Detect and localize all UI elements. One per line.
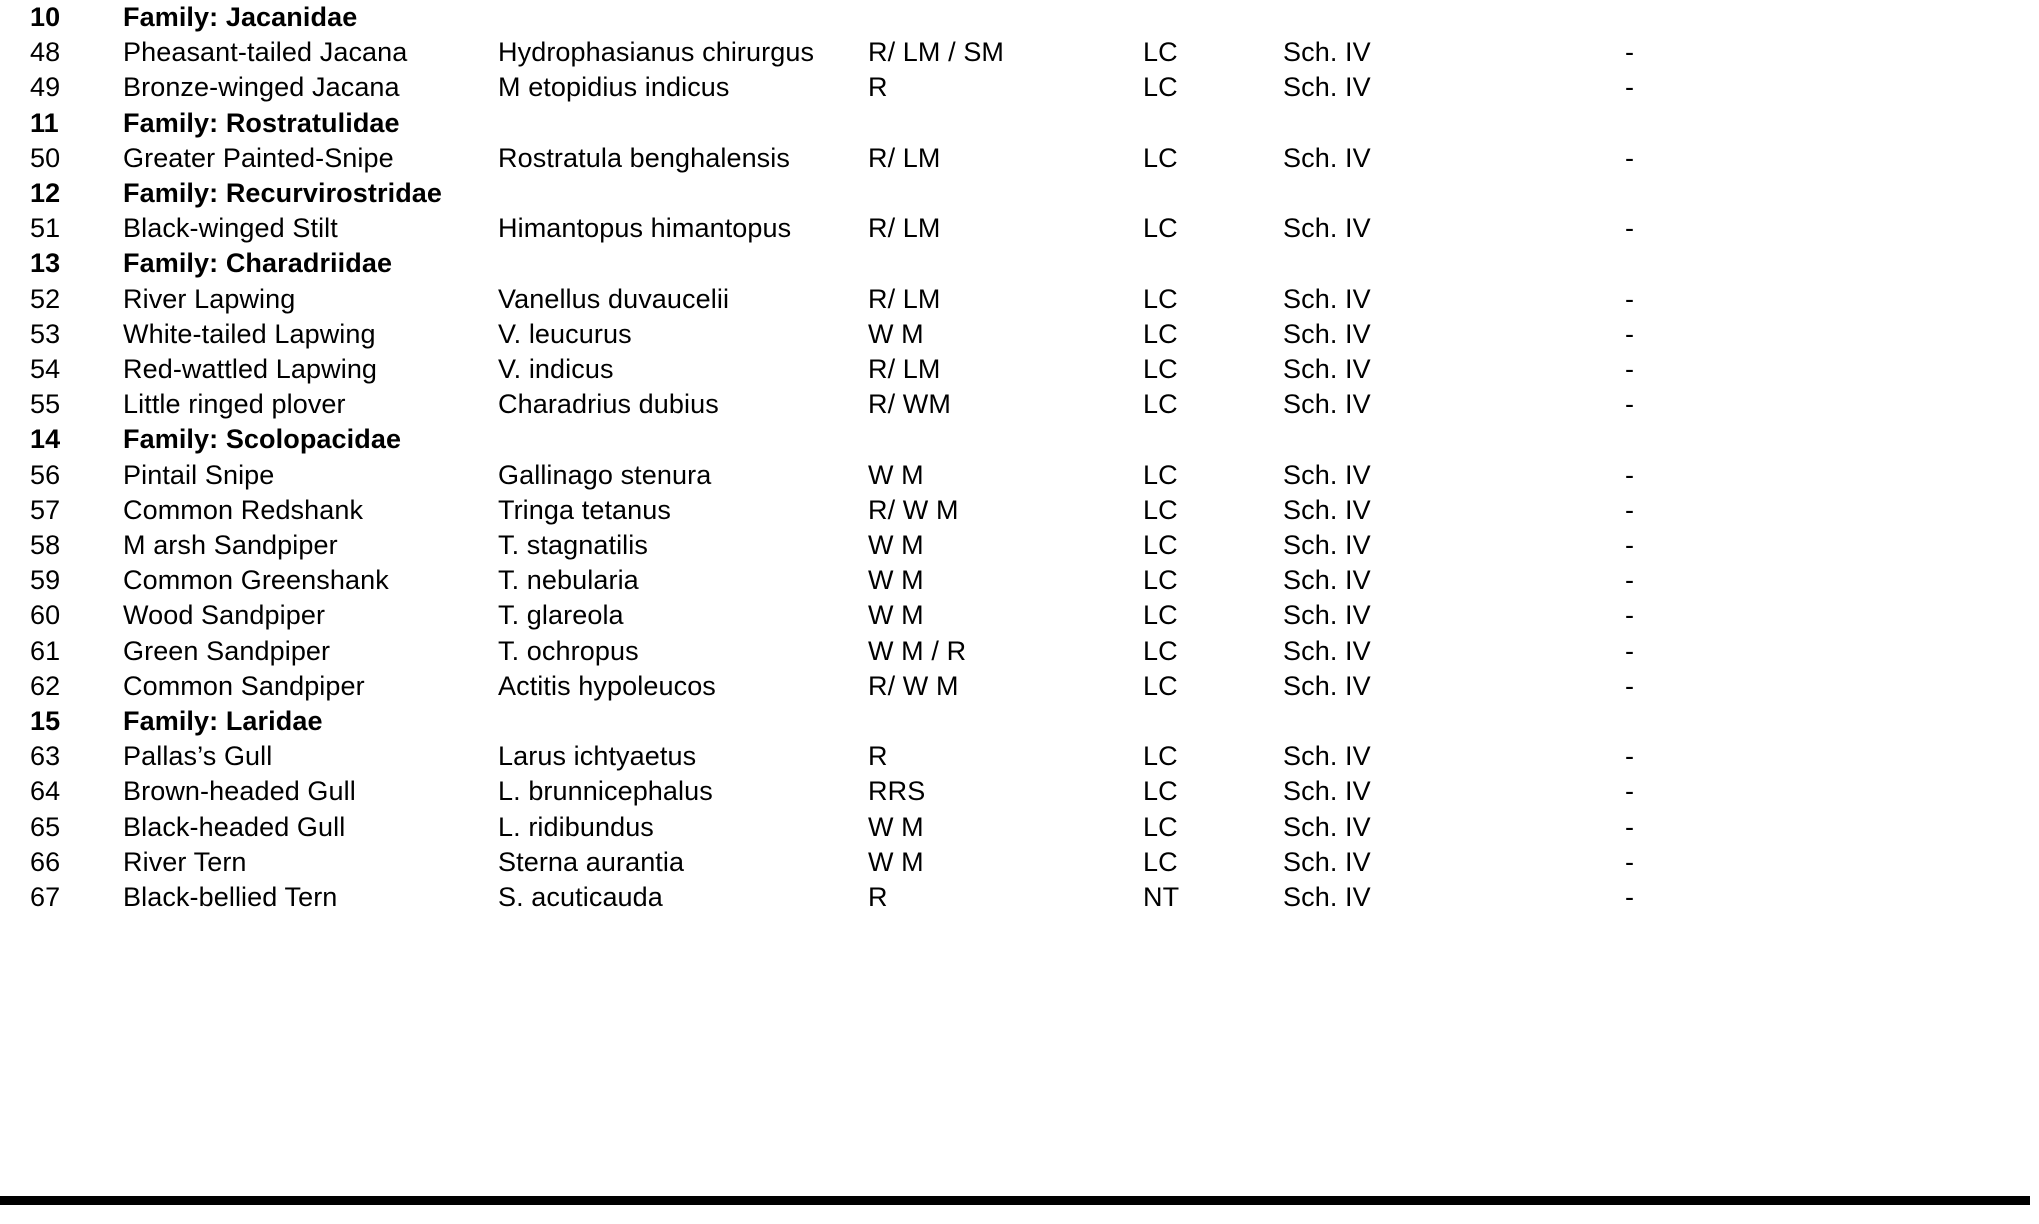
species-residential-status: R/ WM xyxy=(868,389,951,420)
species-cites-status: - xyxy=(1625,565,1635,596)
species-cites-status: - xyxy=(1625,811,1635,842)
family-number: 12 xyxy=(30,178,61,209)
species-scientific-name: L. brunnicephalus xyxy=(498,776,713,807)
species-wpa-schedule: Sch. IV xyxy=(1283,776,1371,807)
table-row xyxy=(0,528,2039,563)
species-residential-status: R xyxy=(868,882,888,913)
species-common-name: Pintail Snipe xyxy=(123,459,275,490)
species-scientific-name: Vanellus duvaucelii xyxy=(498,283,730,314)
species-scientific-name: Gallinago stenura xyxy=(498,459,712,490)
species-serial-number: 55 xyxy=(30,389,61,420)
species-residential-status: RRS xyxy=(868,776,926,807)
species-serial-number: 49 xyxy=(30,72,61,103)
species-wpa-schedule: Sch. IV xyxy=(1283,354,1371,385)
species-iucn-status: LC xyxy=(1143,846,1178,877)
species-wpa-schedule: Sch. IV xyxy=(1283,494,1371,525)
species-common-name: Green Sandpiper xyxy=(123,635,331,666)
species-serial-number: 59 xyxy=(30,565,61,596)
species-scientific-name: Actitis hypoleucos xyxy=(498,670,716,701)
species-scientific-name: M etopidius indicus xyxy=(498,72,730,103)
species-serial-number: 52 xyxy=(30,283,61,314)
species-residential-status: W M xyxy=(868,565,924,596)
species-common-name: Red-wattled Lapwing xyxy=(123,354,378,385)
species-cites-status: - xyxy=(1625,846,1635,877)
family-number: 10 xyxy=(30,2,61,32)
species-cites-status: - xyxy=(1625,882,1635,913)
species-scientific-name: V. indicus xyxy=(498,354,614,385)
species-serial-number: 58 xyxy=(30,530,61,561)
family-label: Family: Recurvirostridae xyxy=(123,178,443,209)
species-wpa-schedule: Sch. IV xyxy=(1283,389,1371,420)
species-common-name: Black-headed Gull xyxy=(123,811,346,842)
family-label: Family: Laridae xyxy=(123,706,323,737)
table-row xyxy=(0,70,2039,105)
species-scientific-name: T. stagnatilis xyxy=(498,530,648,561)
species-cites-status: - xyxy=(1625,459,1635,490)
species-residential-status: R/ W M xyxy=(868,670,959,701)
species-serial-number: 56 xyxy=(30,459,61,490)
species-residential-status: W M xyxy=(868,459,924,490)
species-cites-status: - xyxy=(1625,389,1635,420)
species-residential-status: R/ LM xyxy=(868,283,941,314)
table-row xyxy=(0,739,2039,774)
family-heading-row xyxy=(0,106,2039,141)
species-iucn-status: LC xyxy=(1143,494,1178,525)
species-serial-number: 63 xyxy=(30,741,61,772)
species-cites-status: - xyxy=(1625,283,1635,314)
species-residential-status: R/ LM xyxy=(868,354,941,385)
species-scientific-name: V. leucurus xyxy=(498,318,632,349)
species-iucn-status: LC xyxy=(1143,811,1178,842)
species-cites-status: - xyxy=(1625,600,1635,631)
species-serial-number: 48 xyxy=(30,37,61,68)
table-row xyxy=(0,282,2039,317)
species-iucn-status: LC xyxy=(1143,530,1178,561)
species-serial-number: 62 xyxy=(30,670,61,701)
species-wpa-schedule: Sch. IV xyxy=(1283,318,1371,349)
table-row xyxy=(0,634,2039,669)
family-number: 14 xyxy=(30,424,61,455)
table-row xyxy=(0,493,2039,528)
table-row xyxy=(0,387,2039,422)
species-wpa-schedule: Sch. IV xyxy=(1283,741,1371,772)
species-wpa-schedule: Sch. IV xyxy=(1283,811,1371,842)
species-iucn-status: LC xyxy=(1143,213,1178,244)
species-iucn-status: LC xyxy=(1143,670,1178,701)
species-scientific-name: Hydrophasianus chirurgus xyxy=(498,37,815,68)
species-cites-status: - xyxy=(1625,494,1635,525)
species-scientific-name: Charadrius dubius xyxy=(498,389,719,420)
species-cites-status: - xyxy=(1625,37,1635,68)
species-common-name: Black-winged Stilt xyxy=(123,213,338,244)
species-iucn-status: LC xyxy=(1143,72,1178,103)
table-row xyxy=(0,880,2039,915)
species-serial-number: 57 xyxy=(30,494,61,525)
species-serial-number: 51 xyxy=(30,213,61,244)
species-common-name: Pallas’s Gull xyxy=(123,741,273,772)
species-cites-status: - xyxy=(1625,776,1635,807)
species-scientific-name: Tringa tetanus xyxy=(498,494,671,525)
species-iucn-status: LC xyxy=(1143,741,1178,772)
species-scientific-name: T. ochropus xyxy=(498,635,639,666)
species-iucn-status: LC xyxy=(1143,635,1178,666)
species-common-name: M arsh Sandpiper xyxy=(123,530,338,561)
table-row xyxy=(0,563,2039,598)
species-serial-number: 60 xyxy=(30,600,61,631)
species-iucn-status: LC xyxy=(1143,389,1178,420)
species-wpa-schedule: Sch. IV xyxy=(1283,213,1371,244)
species-wpa-schedule: Sch. IV xyxy=(1283,635,1371,666)
species-residential-status: R xyxy=(868,72,888,103)
table-row xyxy=(0,845,2039,880)
species-iucn-status: LC xyxy=(1143,318,1178,349)
species-cites-status: - xyxy=(1625,354,1635,385)
species-residential-status: R xyxy=(868,741,888,772)
species-wpa-schedule: Sch. IV xyxy=(1283,600,1371,631)
species-wpa-schedule: Sch. IV xyxy=(1283,565,1371,596)
species-common-name: Pheasant-tailed Jacana xyxy=(123,37,408,68)
species-wpa-schedule: Sch. IV xyxy=(1283,72,1371,103)
species-iucn-status: LC xyxy=(1143,776,1178,807)
species-iucn-status: LC xyxy=(1143,459,1178,490)
species-wpa-schedule: Sch. IV xyxy=(1283,142,1371,173)
table-row xyxy=(0,317,2039,352)
species-wpa-schedule: Sch. IV xyxy=(1283,846,1371,877)
species-serial-number: 53 xyxy=(30,318,61,349)
species-common-name: Little ringed plover xyxy=(123,389,346,420)
table-row xyxy=(0,458,2039,493)
table-row xyxy=(0,35,2039,70)
species-iucn-status: NT xyxy=(1143,882,1180,913)
species-serial-number: 50 xyxy=(30,142,61,173)
family-label: Family: Charadriidae xyxy=(123,248,393,279)
species-serial-number: 54 xyxy=(30,354,61,385)
table-row xyxy=(0,774,2039,809)
species-common-name: River Tern xyxy=(123,846,247,877)
family-label: Family: Scolopacidae xyxy=(123,424,402,455)
species-residential-status: W M xyxy=(868,600,924,631)
species-scientific-name: Larus ichtyaetus xyxy=(498,741,697,772)
species-cites-status: - xyxy=(1625,72,1635,103)
family-heading-row xyxy=(0,176,2039,211)
family-number: 11 xyxy=(30,107,59,138)
species-residential-status: R/ W M xyxy=(868,494,959,525)
species-wpa-schedule: Sch. IV xyxy=(1283,283,1371,314)
table-row xyxy=(0,669,2039,704)
family-label: Family: Jacanidae xyxy=(123,2,358,32)
table-row xyxy=(0,598,2039,633)
species-cites-status: - xyxy=(1625,318,1635,349)
family-number: 13 xyxy=(30,248,61,279)
species-iucn-status: LC xyxy=(1143,600,1178,631)
table-row xyxy=(0,810,2039,845)
species-iucn-status: LC xyxy=(1143,354,1178,385)
table-row xyxy=(0,352,2039,387)
species-common-name: Greater Painted-Snipe xyxy=(123,142,394,173)
species-scientific-name: T. glareola xyxy=(498,600,624,631)
species-residential-status: R/ LM xyxy=(868,142,941,173)
species-iucn-status: LC xyxy=(1143,283,1178,314)
species-cites-status: - xyxy=(1625,213,1635,244)
species-scientific-name: Rostratula benghalensis xyxy=(498,142,790,173)
species-common-name: Black-bellied Tern xyxy=(123,882,338,913)
species-residential-status: W M xyxy=(868,530,924,561)
species-scientific-name: S. acuticauda xyxy=(498,882,663,913)
species-cites-status: - xyxy=(1625,142,1635,173)
species-cites-status: - xyxy=(1625,635,1635,666)
table-row xyxy=(0,141,2039,176)
species-serial-number: 67 xyxy=(30,882,61,913)
table-bottom-rule xyxy=(0,1196,2030,1205)
species-residential-status: W M xyxy=(868,811,924,842)
species-serial-number: 66 xyxy=(30,846,61,877)
table-row xyxy=(0,211,2039,246)
family-label: Family: Rostratulidae xyxy=(123,107,400,138)
species-common-name: Bronze-winged Jacana xyxy=(123,72,400,103)
family-number: 15 xyxy=(30,706,61,737)
species-wpa-schedule: Sch. IV xyxy=(1283,882,1371,913)
species-wpa-schedule: Sch. IV xyxy=(1283,530,1371,561)
family-heading-row xyxy=(0,246,2039,281)
species-residential-status: R/ LM / SM xyxy=(868,37,1005,68)
species-iucn-status: LC xyxy=(1143,142,1178,173)
species-scientific-name: L. ridibundus xyxy=(498,811,654,842)
species-wpa-schedule: Sch. IV xyxy=(1283,459,1371,490)
species-wpa-schedule: Sch. IV xyxy=(1283,37,1371,68)
species-common-name: Brown-headed Gull xyxy=(123,776,356,807)
species-scientific-name: Himantopus himantopus xyxy=(498,213,792,244)
species-common-name: White-tailed Lapwing xyxy=(123,318,376,349)
species-residential-status: W M xyxy=(868,318,924,349)
species-serial-number: 64 xyxy=(30,776,61,807)
species-residential-status: R/ LM xyxy=(868,213,941,244)
species-serial-number: 61 xyxy=(30,635,61,666)
species-residential-status: W M xyxy=(868,846,924,877)
family-heading-row xyxy=(0,0,2039,35)
species-common-name: Wood Sandpiper xyxy=(123,600,326,631)
species-wpa-schedule: Sch. IV xyxy=(1283,670,1371,701)
species-iucn-status: LC xyxy=(1143,37,1178,68)
family-heading-row xyxy=(0,704,2039,739)
species-residential-status: W M / R xyxy=(868,635,967,666)
species-common-name: Common Redshank xyxy=(123,494,364,525)
family-heading-row xyxy=(0,422,2039,457)
species-common-name: Common Sandpiper xyxy=(123,670,365,701)
species-scientific-name: T. nebularia xyxy=(498,565,639,596)
species-serial-number: 65 xyxy=(30,811,61,842)
species-scientific-name: Sterna aurantia xyxy=(498,846,685,877)
species-common-name: Common Greenshank xyxy=(123,565,389,596)
species-cites-status: - xyxy=(1625,530,1635,561)
species-cites-status: - xyxy=(1625,670,1635,701)
species-cites-status: - xyxy=(1625,741,1635,772)
species-common-name: River Lapwing xyxy=(123,283,296,314)
species-iucn-status: LC xyxy=(1143,565,1178,596)
